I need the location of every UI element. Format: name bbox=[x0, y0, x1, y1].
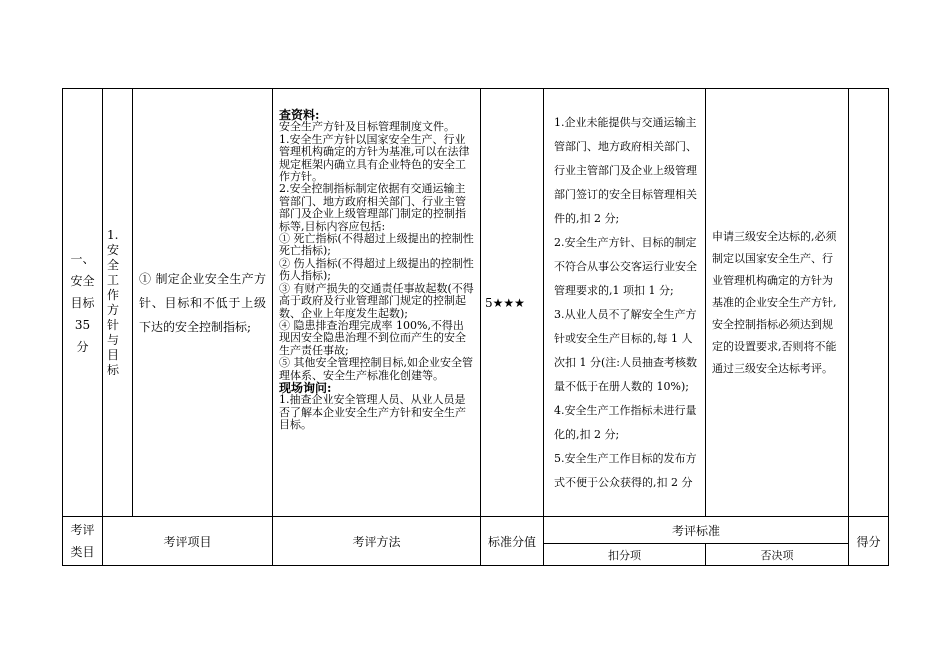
category-line: 安全 bbox=[70, 273, 95, 288]
method-line: 1.抽查企业安全管理人员、从业人员是否了解本企业安全生产方针和安全生产目标。 bbox=[279, 393, 466, 432]
category-cell bbox=[63, 89, 103, 517]
method-line: 1.安全生产方针以国家安全生产、行业管理机构确定的方针为基准,可以在法律规定框架内确立具有企业特色的安全工作方针。 bbox=[279, 132, 470, 184]
method-line: ⑤ 其他安全管理控制目标,如企业安全管理体系、安全生产标准化创建等。 bbox=[279, 356, 473, 382]
deduct-item: 3.从业人员不了解安全生产方针或安全生产目标的,每 1 人次扣 1 分(注:人员抽查考核数量不低于在册人数的 10%); bbox=[554, 307, 697, 393]
header-item: 考评项目 bbox=[103, 517, 273, 566]
method-heading: 查资料: bbox=[279, 108, 320, 122]
deduct-item: 5.安全生产工作目标的发布方式不便于公众获得的,扣 2 分 bbox=[554, 451, 697, 489]
category-line: 35 bbox=[74, 317, 91, 332]
method-line: ③ 有财产损失的交通责任事故起数(不得高于政府及行业管理部门规定的控制起数、企业上年度发生起数); bbox=[279, 281, 474, 320]
deduct-item: 1.企业未能提供与交通运输主管部门、地方政府相关部门、行业主管部门及企业上级管理部门签订的安全目标管理相关件的,扣 2 分; bbox=[554, 115, 697, 225]
header-deduct: 扣分项 bbox=[544, 544, 706, 566]
category-line: 目标 bbox=[70, 295, 95, 310]
header-category-line: 考评 bbox=[70, 523, 95, 537]
method-line: 安全生产方针及目标管理制度文件。 bbox=[279, 120, 455, 134]
method-line: ② 伤人指标(不得超过上级提出的控制性伤人指标); bbox=[279, 256, 474, 283]
header-row bbox=[63, 517, 889, 544]
header-method: 考评方法 bbox=[273, 517, 481, 566]
deduct-item: 2.安全生产方针、目标的制定不符合从事公交客运行业安全管理要求的,1 项扣 1 分; bbox=[554, 235, 697, 297]
method-line: 2.安全控制指标制定依据有交通运输主管部门、地方政府相关部门、行业主管部门及企业上级管理部门制定的控制指标等,目标内容应包括: bbox=[279, 182, 466, 233]
item-cell bbox=[103, 89, 133, 517]
header-criteria: 考评标准 bbox=[544, 517, 849, 544]
category-line: 分 bbox=[76, 339, 89, 354]
method-line: ④ 隐患排查治理完成率 100%,不得出现因安全隐患治理不到位而产生的安全生产责任事故; bbox=[279, 318, 466, 357]
deduct-item: 4.安全生产工作指标未进行量化的,扣 2 分; bbox=[554, 403, 697, 441]
category-line: 一、 bbox=[70, 251, 95, 266]
result-cell bbox=[849, 89, 889, 517]
method-cell bbox=[273, 89, 481, 517]
item-label: 1.安全工作方针与目标 bbox=[107, 227, 120, 377]
score-cell: 5★★★ bbox=[481, 89, 544, 517]
content-row bbox=[63, 89, 889, 517]
header-veto: 否决项 bbox=[706, 544, 849, 566]
header-category bbox=[63, 517, 103, 566]
method-heading: 现场询问: bbox=[279, 380, 332, 395]
deduct-cell bbox=[544, 89, 706, 517]
header-score: 标准分值 bbox=[481, 517, 544, 566]
method-line: ① 死亡指标(不得超过上级提出的控制性死亡指标); bbox=[279, 232, 474, 258]
veto-cell: 申请三级安全达标的,必须制定以国家安全生产、行业管理机构确定的方针为基准的企业安全生产方针,安全控制指标必须达到规定的设置要求,否则将不能通过三级安全达标考评。 bbox=[706, 89, 849, 517]
header-category-line: 类目 bbox=[70, 545, 95, 559]
content-cell: ① 制定企业安全生产方针、目标和不低于上级下达的安全控制指标; bbox=[133, 89, 273, 517]
evaluation-table bbox=[62, 88, 889, 566]
header-result: 得分 bbox=[849, 517, 889, 566]
